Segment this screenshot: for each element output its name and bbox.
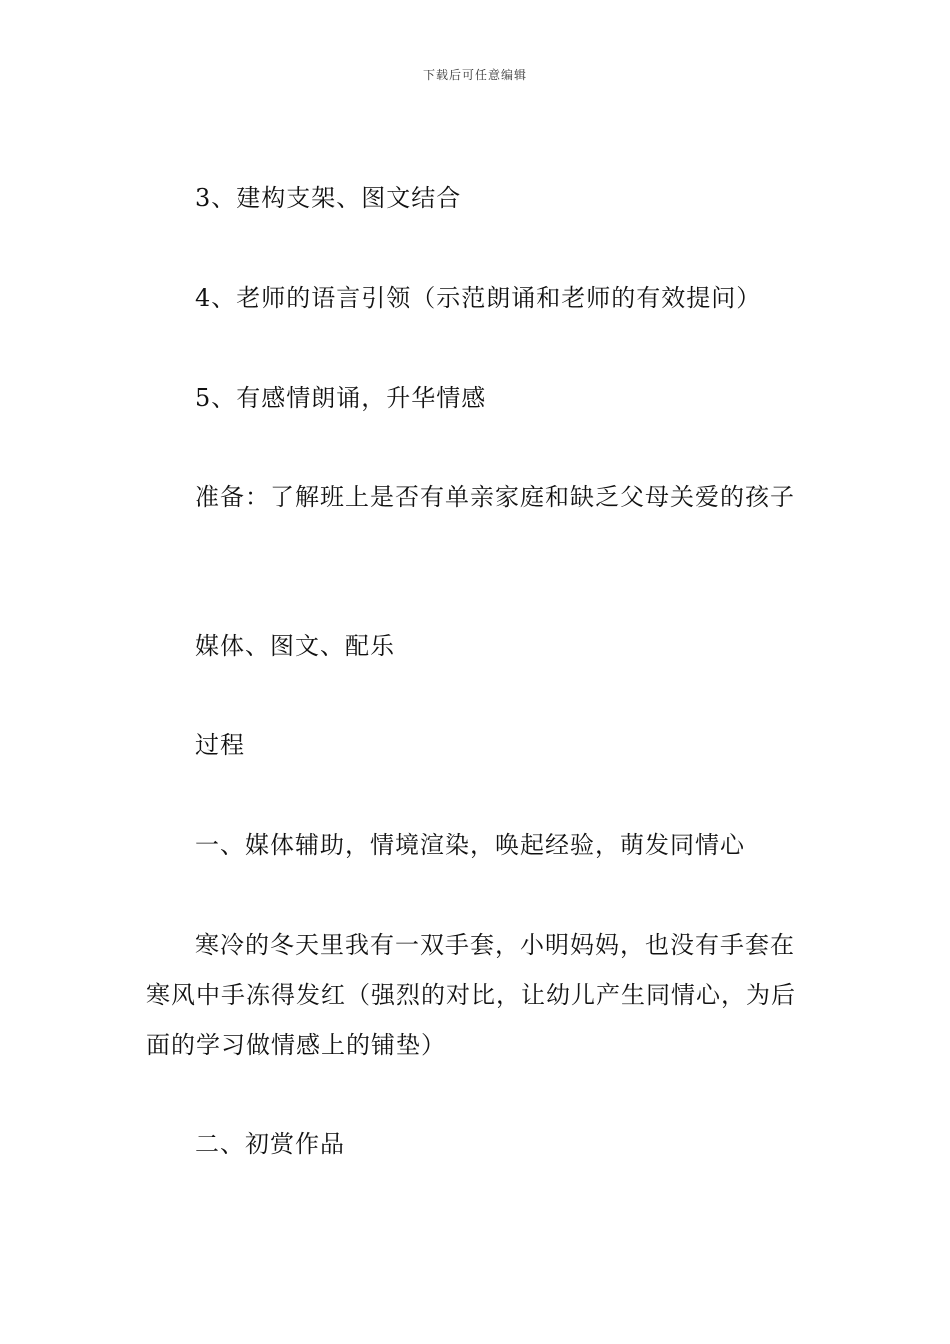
- paragraph-section-two: 二、初赏作品: [195, 1130, 345, 1158]
- paragraph-step-3: 3、建构支架、图文结合: [195, 184, 462, 212]
- paragraph-process-heading: 过程: [195, 731, 245, 759]
- paragraph-section-one: 一、媒体辅助，情境渲染，唤起经验，萌发同情心: [195, 831, 745, 859]
- paragraph-preparation: 准备：了解班上是否有单亲家庭和缺乏父母关爱的孩子: [195, 483, 795, 511]
- paragraph-step-4: 4、老师的语言引领（示范朗诵和老师的有效提问）: [195, 284, 762, 312]
- paragraph-step-5: 5、有感情朗诵，升华情感: [195, 384, 487, 412]
- paragraph-media: 媒体、图文、配乐: [195, 632, 395, 660]
- paragraph-winter-gloves: 寒冷的冬天里我有一双手套，小明妈妈，也没有手套在寒风中手冻得发红（强烈的对比，让幼儿产生同情心，为后面的学习做情感上的铺垫）: [146, 931, 796, 1059]
- page-header: 下载后可任意编辑: [422, 68, 527, 82]
